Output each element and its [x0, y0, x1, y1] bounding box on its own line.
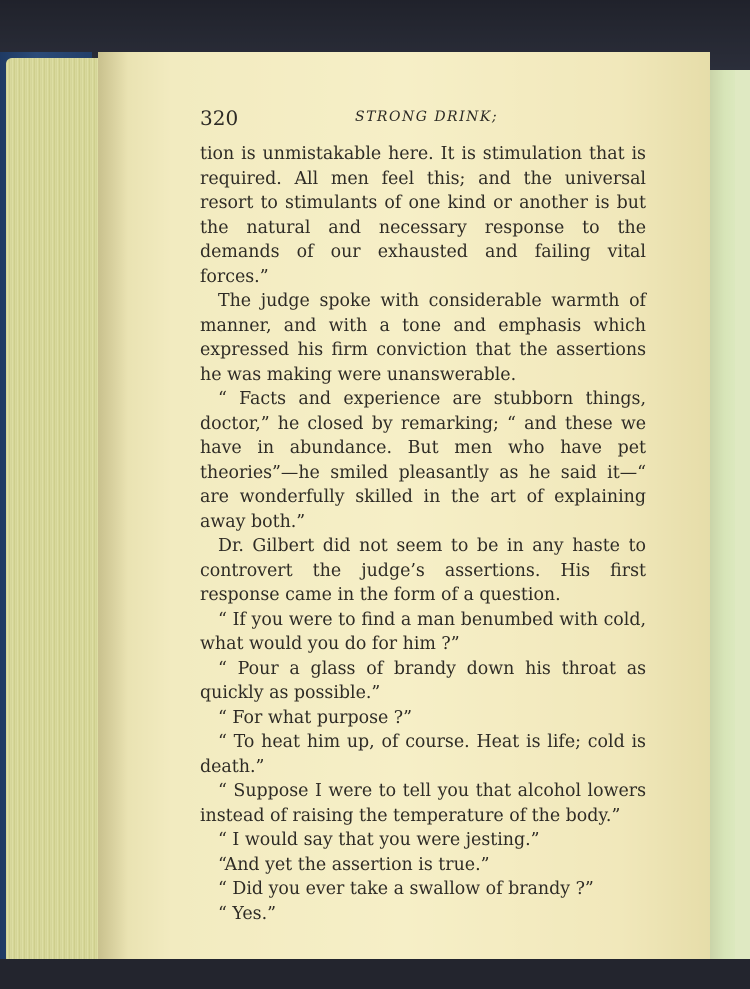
running-head: STRONG DRINK; — [355, 109, 499, 125]
facing-page-edge — [735, 70, 750, 960]
page-header — [200, 106, 645, 134]
paragraph: The judge spoke with considerable warmth of manner, and with a tone and emphasis which expressed his firm conviction that the assertions he was making were unanswerable. — [200, 291, 646, 385]
page-number: 320 — [200, 106, 239, 130]
paragraph: “ Pour a glass of brandy down his throat as quickly as possible.” — [200, 658, 646, 703]
paragraph: “ Did you ever take a swallow of brandy ?” — [218, 879, 594, 899]
paragraph: “ Suppose I were to tell you that alcohol lowers instead of raising the temperature of the body.” — [200, 781, 646, 826]
book-cover-bottom — [0, 959, 750, 989]
paragraph: “ If you were to find a man benumbed with cold, what would you do for him ?” — [200, 609, 646, 654]
page-body — [200, 142, 646, 926]
paragraph: “ To heat him up, of course. Heat is life; cold is death.” — [200, 732, 646, 777]
page-edges — [6, 58, 102, 966]
paragraph: “ For what purpose ?” — [218, 707, 413, 728]
paragraph: “ I would say that you were jesting.” — [218, 830, 540, 850]
paragraph: tion is unmistakable here. It is stimulation that is required. All men feel this; and the universal resort to stimulants of one kind or another is but the natural and necessary response to the demands of our exhausted and failing vital forces.” — [200, 144, 646, 287]
paragraph: Dr. Gilbert did not seem to be in any haste to controvert the judge’s assertions. His first response came in the form of a question. — [200, 536, 646, 605]
paragraph: “ Facts and experience are stubborn things, doctor,” he closed by remarking; “ and these we have in abundance. But men who have pet theories”—he smiled pleasantly as he said it—“ are wonderfully skilled in the art of explaining away both.” — [200, 389, 646, 532]
page-gutter-shadow — [98, 52, 128, 972]
paragraph: “And yet the assertion is true.” — [218, 854, 490, 875]
paragraph: “ Yes.” — [218, 903, 277, 924]
